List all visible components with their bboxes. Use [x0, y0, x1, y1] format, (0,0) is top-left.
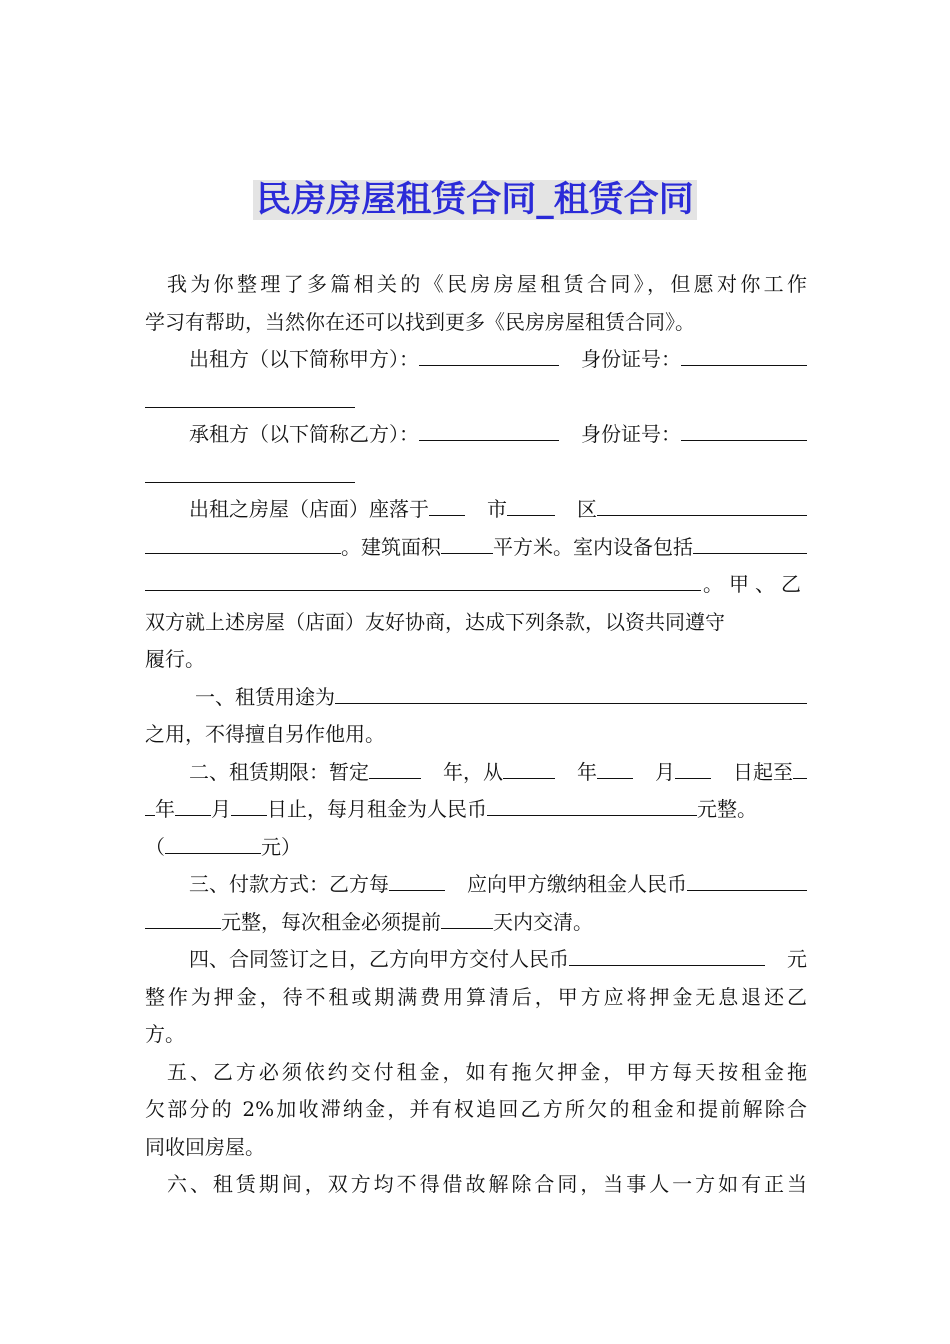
- lessor-id-label: 身份证号：: [581, 347, 681, 371]
- intro-paragraph: [145, 266, 807, 341]
- address-blank-cont[interactable]: [145, 531, 341, 554]
- deposit-label: 四、合同签订之日，乙方向甲方交付人民币: [189, 947, 569, 971]
- area-blank[interactable]: [441, 531, 493, 554]
- clause-5-line-3: 同收回房屋。: [145, 1134, 265, 1159]
- clause-3-line-2: [145, 904, 807, 942]
- payment-amount-blank-cont[interactable]: [145, 906, 221, 929]
- purpose-label: 一、租赁用途为: [195, 684, 335, 709]
- clause-6-line-1: 六、租赁期间，双方均不得借故解除合同，当事人一方如有正当: [167, 1172, 807, 1196]
- clause-2-line-2: [145, 791, 807, 829]
- equipment-blank[interactable]: [693, 531, 807, 554]
- rent-unit-label: 元整。: [697, 797, 757, 821]
- clause-2: [145, 754, 807, 867]
- document-title: [0, 178, 950, 222]
- rent-label: 日止，每月租金为人民币: [267, 797, 487, 821]
- payment-amount-label: 应向甲方缴纳租金人民币: [467, 872, 687, 896]
- lessee-name-blank[interactable]: [419, 418, 559, 441]
- start-year-blank[interactable]: [503, 756, 555, 779]
- clause-4-line-2: 整作为押金，待不租或期满费用算清后，甲方应将押金无息退还乙: [145, 984, 807, 1009]
- payment-label: 三、付款方式：乙方每: [189, 872, 389, 896]
- clause-4-line-3: 方。: [145, 1022, 185, 1046]
- term-label: 二、租赁期限：暂定: [189, 759, 369, 784]
- payment-amount-blank[interactable]: [687, 868, 807, 891]
- property-location-label: 出租之房屋（店面）座落于: [189, 497, 429, 521]
- end-month-label: 月: [211, 797, 231, 821]
- city-blank[interactable]: [429, 493, 465, 516]
- clause-4-line-1: [145, 941, 807, 979]
- intro-line-1: 我为你整理了多篇相关的《民房房屋租赁合同》，但愿对你工作: [167, 272, 807, 296]
- lessor-line-2: [145, 379, 807, 417]
- property-line-1: [145, 491, 807, 529]
- lessee-paragraph: [145, 416, 807, 491]
- lessor-id-blank-cont[interactable]: [145, 385, 355, 408]
- property-paragraph: [145, 491, 807, 679]
- clause-1-line-2: 之用，不得擅自另作他用。: [145, 722, 385, 746]
- parties-label: 。甲、乙: [703, 572, 807, 596]
- start-year-label: 年: [577, 759, 597, 784]
- payment-period-blank[interactable]: [389, 868, 445, 891]
- lessor-id-blank[interactable]: [681, 343, 807, 366]
- purpose-blank[interactable]: [335, 681, 807, 704]
- start-day-blank[interactable]: [675, 756, 711, 779]
- clause-2-line-1: [145, 754, 807, 792]
- deposit-amount-blank[interactable]: [569, 943, 765, 966]
- lessee-id-blank-cont[interactable]: [145, 460, 355, 483]
- title-text: 民房房屋租赁合同_租赁合同: [253, 180, 697, 220]
- address-blank[interactable]: [597, 493, 807, 516]
- clause-2-line-3: [145, 829, 807, 867]
- city-label: 市: [487, 497, 507, 521]
- lessor-label: 出租方（以下简称甲方）：: [189, 347, 419, 371]
- equipment-blank-cont[interactable]: [145, 568, 701, 591]
- clause-6: [145, 1166, 807, 1204]
- property-line-3: [145, 566, 807, 604]
- rent-figure-blank[interactable]: [165, 831, 261, 854]
- district-blank[interactable]: [507, 493, 555, 516]
- area-label: 。建筑面积: [341, 534, 441, 559]
- district-label: 区: [577, 497, 597, 521]
- clause-1: [145, 679, 807, 754]
- from-label: 年，从: [443, 759, 503, 784]
- start-month-blank[interactable]: [597, 756, 633, 779]
- advance-days-blank[interactable]: [441, 906, 493, 929]
- end-year-label: 年: [155, 797, 175, 821]
- property-line-5: 履行。: [145, 647, 205, 671]
- lessee-line: [145, 416, 807, 454]
- end-month-blank[interactable]: [175, 793, 211, 816]
- lessee-line-2: [145, 454, 807, 492]
- end-year-blank[interactable]: [793, 756, 807, 779]
- property-line-4: 双方就上述房屋（店面）友好协商，达成下列条款，以资共同遵守: [145, 609, 725, 634]
- clause-3: [145, 866, 807, 941]
- deposit-unit-label: 元: [787, 947, 807, 971]
- property-line-2: [145, 529, 807, 567]
- advance-days-label: 天内交清。: [493, 909, 593, 934]
- clause-5: [145, 1054, 807, 1167]
- lessee-id-blank[interactable]: [681, 418, 807, 441]
- end-year-blank-cont[interactable]: [145, 793, 155, 816]
- start-day-label: 日起至: [733, 759, 793, 784]
- start-month-label: 月: [655, 759, 675, 784]
- end-day-blank[interactable]: [231, 793, 267, 816]
- lessor-name-blank[interactable]: [419, 343, 559, 366]
- term-years-blank[interactable]: [369, 756, 421, 779]
- clause-1-line-1: [145, 679, 807, 717]
- lessee-id-label: 身份证号：: [581, 422, 681, 446]
- lessee-label: 承租方（以下简称乙方）：: [189, 422, 419, 446]
- clause-5-line-1: 五、乙方必须依约交付租金，如有拖欠押金，甲方每天按租金拖: [167, 1059, 807, 1084]
- lessor-paragraph: [145, 341, 807, 416]
- lessor-line: [145, 341, 807, 379]
- clause-5-line-2: 欠部分的 2%加收滞纳金，并有权追回乙方所欠的租金和提前解除合: [145, 1097, 807, 1121]
- intro-line-2: 学习有帮助，当然你在还可以找到更多《民房房屋租赁合同》。: [145, 309, 695, 334]
- equipment-label: 平方米。室内设备包括: [493, 534, 693, 559]
- clause-4: [145, 941, 807, 1054]
- rent-amount-blank[interactable]: [487, 793, 697, 816]
- advance-label: 元整，每次租金必须提前: [221, 909, 441, 934]
- rent-paren-close: 元）: [261, 834, 301, 859]
- document-body: [145, 266, 807, 1204]
- rent-paren-open: （: [145, 834, 165, 859]
- clause-3-line-1: [145, 866, 807, 904]
